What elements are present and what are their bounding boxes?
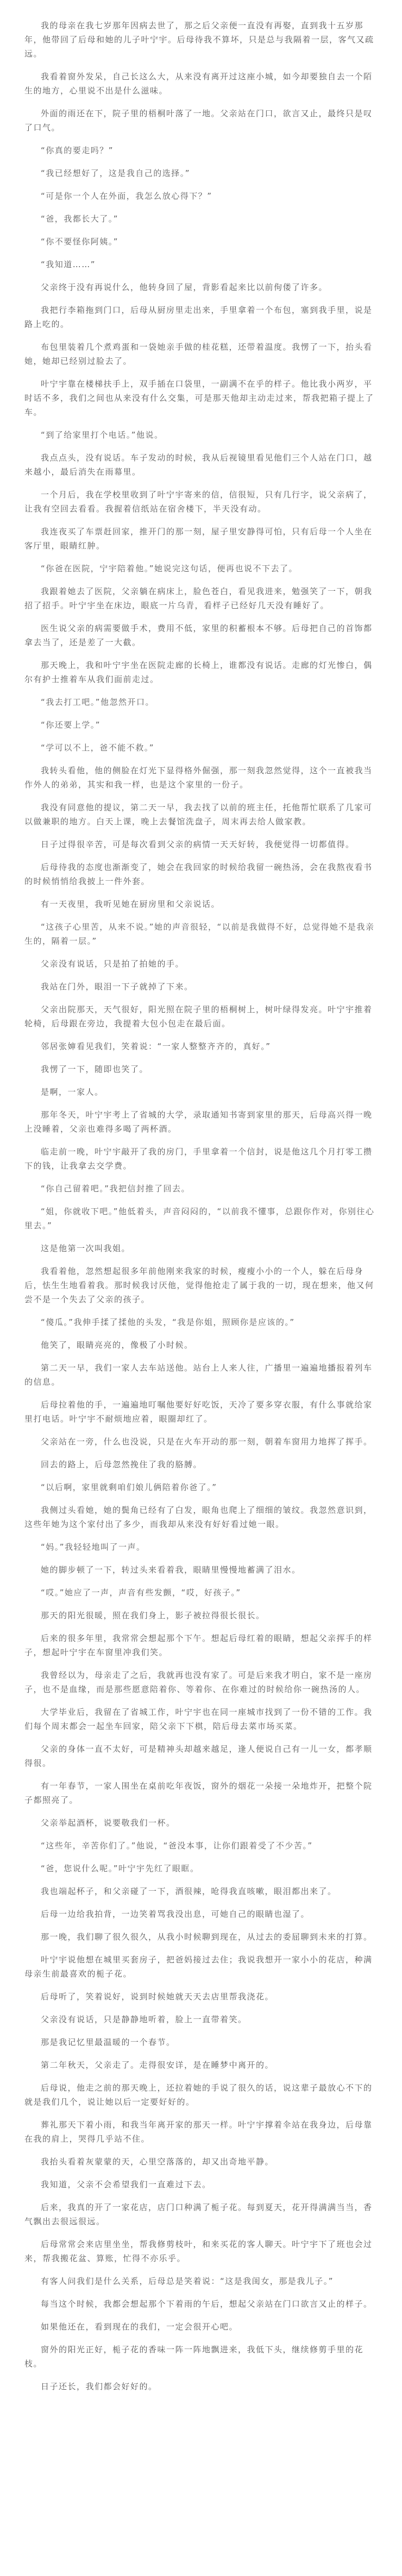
paragraph: 那天的阳光很暖，照在我们身上，影子被拉得很长很长。 [41,1611,265,1620]
paragraph: 第二天一早，我们一家人去车站送他。站台上人来人往，广播里一遍遍地播报着列车的信息。 [24,1363,373,1387]
paragraph: 我没有同意他的提议，第二天一早，我去找了以前的班主任，托他帮忙联系了几家可以做兼职的地方。白天上课，晚上去餐馆洗盘子，周末再去给人做家教。 [24,803,373,826]
dialogue-line: “傻瓜。”我伸手揉了揉他的头发，“我是你姐，照顾你是应该的。” [41,1317,295,1327]
paragraph: 我把行李箱拖到门口，后母从厨房里走出来，手里拿着一个布包，塞到我手里，说是路上吃的。 [24,305,373,329]
paragraph: 第二年秋天，父亲走了。走得很安详，是在睡梦中离开的。 [41,2060,274,2070]
paragraph: 那天晚上，我和叶宁宇坐在医院走廊的长椅上，谁都没有说话。走廊的灯光惨白，偶尔有护士推着车从我们面前走过。 [24,660,373,684]
paragraph: 后母听了，笑着说好，说到时候她就天天去店里帮我浇花。 [41,1992,274,2002]
paragraph: 叶宁宇靠在楼梯扶手上，双手插在口袋里，一副满不在乎的样子。他比我小两岁，平时话不多，我们之间也从来没有什么交集，可是那天他却主动走过来，帮我把箱子提上了车。 [24,379,374,417]
paragraph: 有一年春节，一家人围坐在桌前吃年夜饭，窗外的烟花一朵接一朵地炸开，把整个院子都照亮了。 [24,1781,373,1805]
paragraph: 后母拉着他的手，一遍遍地叮嘱他要好好吃饭，天冷了要多穿衣服，有什么事就给家里打电话。叶宁宇不耐烦地应着，眼圈却红了。 [24,1400,373,1424]
paragraph: 医生说父亲的病需要做手术，费用不低，家里的积蓄根本不够。后母把自己的首饰都拿去当了，还是差了一大截。 [24,623,373,647]
dialogue-line: “这孩子心里苦，从来不说。”她的声音很轻，“以前是我做得不好，总觉得她不是我亲生的，隔着一层。” [24,922,375,946]
paragraph: 我知道，父亲不会希望我们一直难过下去。 [41,2180,211,2189]
paragraph: 我看着窗外发呆，自己长这么大，从来没有离开过这座小城，如今却要独自去一个陌生的地方，心里说不出是什么滋味。 [24,72,373,96]
paragraph: 日子还长，我们都会好好的。 [41,2382,158,2391]
paragraph: 布包里装着几个煮鸡蛋和一袋她亲手做的桂花糕，还带着温度。我愣了一下，抬头看她，她却已经别过脸去了。 [24,342,373,366]
dialogue-line: “爸，您说什么呢。”叶宁宇先红了眼眶。 [41,1864,199,1873]
dialogue-line: “我已经想好了，这是我自己的选择。” [41,168,191,178]
dialogue-line: “你还要上学。” [41,720,101,730]
paragraph: 那是我记忆里最温暖的一个春节。 [41,2037,175,2047]
paragraph: 是啊，一家人。 [41,1087,104,1097]
paragraph: 我连夜买了车票赶回家，推开门的那一刻，屋子里安静得可怕，只有后母一个人坐在客厅里，眼睛红肿。 [24,527,373,551]
paragraph: 后母待我的态度也渐渐变了，她会在我回家的时候给我留一碗热汤，会在我熬夜看书的时候悄悄给我披上一件外套。 [24,862,373,886]
dialogue-line: “以后啊，家里就剩咱们娘儿俩陪着你爸了。” [41,1482,217,1492]
paragraph: 叶宁宇说他想在城里买套房子，把爸妈接过去住；我说我想开一家小小的花店，种满母亲生前最喜欢的栀子花。 [24,1955,373,1979]
paragraph: 父亲举起酒杯，说要敬我们一杯。 [41,1818,175,1828]
paragraph: 每当这个时候，我都会想起那个下着雨的午后，想起父亲站在门口欲言又止的样子。 [41,2299,373,2309]
paragraph: 葬礼那天下着小雨，和我当年离开家的那天一样。叶宁宇撑着伞站在我身边，后母靠在我的肩上，哭得几乎站不住。 [24,2120,373,2144]
dialogue-line: “我知道……” [41,260,96,269]
dialogue-line: “可是你一个人在外面，我怎么放心得下？” [41,191,212,201]
paragraph: 我站在门外，眼泪一下子就掉了下来。 [41,982,193,992]
paragraph: 她的脚步顿了一下，转过头来看着我，眼睛里慢慢地蓄满了泪水。 [41,1565,301,1575]
paragraph: 如果他还在，看到现在的我们，一定会很开心吧。 [41,2322,238,2332]
dialogue-line: “妈。”我轻轻地叫了一声。 [41,1542,146,1552]
dialogue-line: “爸，我都长大了。” [41,214,119,224]
paragraph: 我曾经以为，母亲走了之后，我就再也没有家了。可是后来我才明白，家不是一座房子，也不是血缘，而是那些愿意陪着你、等着你、在你难过的时候给你一碗热汤的人。 [24,1670,373,1694]
paragraph: 我愣了一下，随即也笑了。 [41,1064,149,1074]
paragraph: 父亲的身体一直不太好，可是精神头却越来越足，逢人便说自己有一儿一女，都孝顺得很。 [24,1744,373,1768]
paragraph: 一个月后，我在学校里收到了叶宁宇寄来的信，信很短，只有几行字，说父亲病了，让我有空回去看看。我握着信纸站在宿舍楼下，半天没有动。 [24,490,373,514]
paragraph: 他笑了，眼睛亮亮的，像极了小时候。 [41,1340,193,1350]
dialogue-line: “我去打工吧。”他忽然开口。 [41,697,155,707]
paragraph: 临走前一晚，叶宁宇敲开了我的房门，手里拿着一个信封，说是他这几个月打零工攒下的钱，让我拿去交学费。 [24,1147,373,1171]
paragraph: 父亲没有说话，只是静静地听着，脸上一直带着笑。 [41,2015,247,2024]
paragraph: 我点点头，没有说话。车子发动的时候，我从后视镜里看见他们三个人站在门口，越来越小，最后消失在雨幕里。 [24,453,373,477]
paragraph: 有一天夜里，我听见她在厨房里和父亲说话。 [41,899,221,909]
paragraph: 我转头看他，他的侧脸在灯光下显得格外倔强，那一刻我忽然觉得，这个一直被我当作外人的弟弟，其实和我一样，也是这个家里的一份子。 [24,766,373,790]
paragraph: 我跟着她去了医院，父亲躺在病床上，脸色苍白，看见我进来，勉强笑了一下，朝我招了招手。叶宁宇坐在床边，眼底一片乌青，看样子已经好几天没有睡好了。 [24,586,373,610]
paragraph: 这是他第一次叫我姐。 [41,1243,131,1253]
paragraph: 外面的雨还在下，院子里的梧桐叶落了一地。父亲站在门口，欲言又止，最终只是叹了口气。 [24,109,373,132]
paragraph: 日子过得很辛苦，可是每次看到父亲的病情一天天好转，我便觉得一切都值得。 [41,839,355,849]
paragraph: 后母常常会来店里坐坐，帮我修剪枝叶，和来买花的客人聊天。叶宁宇下了班也会过来，帮我搬花盆、算账，忙得不亦乐乎。 [24,2239,373,2263]
dialogue-line: “你爸在医院，宁宇陪着他。”她说完这句话，便再也说不下去了。 [41,564,298,573]
paragraph: 有客人问我们是什么关系，后母总是笑着说：“这是我闺女，那是我儿子。” [41,2276,334,2286]
paragraph: 我抬头看着灰蒙蒙的天，心里空落落的，却又出奇地平静。 [41,2157,274,2167]
paragraph: 父亲终于没有再说什么，他转身回了屋，背影看起来比以前佝偻了许多。 [41,282,328,292]
dialogue-line: “姐，你就收下吧。”他低着头，声音闷闷的，“以前我不懂事，总跟你作对，你别往心里去。” [24,1207,375,1230]
paragraph: 回去的路上，后母忽然挽住了我的胳膊。 [41,1460,203,1469]
paragraph: 后来的很多年里，我常常会想起那个下午。想起后母红着的眼睛，想起父亲挥手的样子，想起叶宁宇在车窗里冲我们笑。 [24,1633,373,1657]
paragraph: 邻居张婶看见我们，笑着说：“一家人整整齐齐的，真好。” [41,1041,271,1051]
paragraph: 那年冬天，叶宁宇考上了省城的大学，录取通知书寄到家里的那天，后母高兴得一晚上没睡着，父亲也难得多喝了两杯酒。 [24,1110,373,1134]
paragraph: 后母一边给我拍背，一边笑着骂我没出息，可她自己的眼睛也湿了。 [41,1909,310,1919]
dialogue-line: “这些年，辛苦你们了。”他说，“爸没本事，让你们跟着受了不少苦。” [41,1841,313,1851]
paragraph: 后来，我真的开了一家花店，店门口种满了栀子花。每到夏天，花开得满满当当，香气飘出去很远很远。 [24,2202,373,2226]
paragraph: 窗外的阳光正好，栀子花的香味一阵一阵地飘进来，我低下头，继续修剪手里的花枝。 [24,2345,364,2369]
paragraph: 后母说，他走之前的那天晚上，还拉着她的手说了很久的话，说这辈子最放心不下的就是我们几个，说让她以后一定要好好的。 [24,2083,373,2107]
paragraph: 我也端起杯子，和父亲碰了一下，酒很辣，呛得我直咳嗽，眼泪都出来了。 [41,1886,337,1896]
dialogue-line: “你自己留着吧。”我把信封推了回去。 [41,1184,191,1194]
paragraph: 大学毕业后，我留在了省城工作，叶宁宇也在同一座城市找到了一份不错的工作。我们每个周末都会一起坐车回家，陪父亲下下棋，陪后母去菜市场买菜。 [24,1707,373,1731]
paragraph: 我看着他，忽然想起很多年前他刚来我家的时候，瘦瘦小小的一个人，躲在后母身后，怯生生地看着我。那时候我讨厌他，觉得他抢走了属于我的一切，现在想来，他又何尝不是一个失去了父亲的孩子。 [24,1266,374,1304]
dialogue-line: “你不要怪你阿姨。” [41,237,119,247]
paragraph: 父亲站在一旁，什么也没说，只是在火车开动的那一刻，朝着车窗用力地挥了挥手。 [41,1437,373,1447]
dialogue-line: “哎。”她应了一声，声音有些发颤，“哎，好孩子。” [41,1588,241,1598]
paragraph: 父亲出院那天，天气很好，阳光照在院子里的梧桐树上，树叶绿得发亮。叶宁宇推着轮椅，后母跟在旁边，我提着大包小包走在最后面。 [24,1005,373,1028]
paragraph: 父亲没有说话，只是拍了拍她的手。 [41,959,185,969]
paragraph: 那一晚，我们聊了很久很久，从我小时候聊到现在，从过去的委屈聊到未来的打算。 [41,1932,373,1942]
dialogue-line: “你真的要走吗？” [41,146,114,155]
dialogue-line: “到了给家里打个电话。”他说。 [41,430,164,440]
paragraph: 我侧过头看她，她的鬓角已经有了白发，眼角也爬上了细细的皱纹。我忽然意识到，这些年她为这个家付出了多少，而我却从来没有好好看过她一眼。 [24,1505,373,1529]
dialogue-line: “学可以不上，爸不能不救。” [41,743,155,753]
paragraph: 我的母亲在我七岁那年因病去世了，那之后父亲便一直没有再娶，直到我十五岁那年，他带回了后母和她的儿子叶宁宇。后母待我不算坏，只是总与我隔着一层，客气又疏远。 [24,21,374,59]
